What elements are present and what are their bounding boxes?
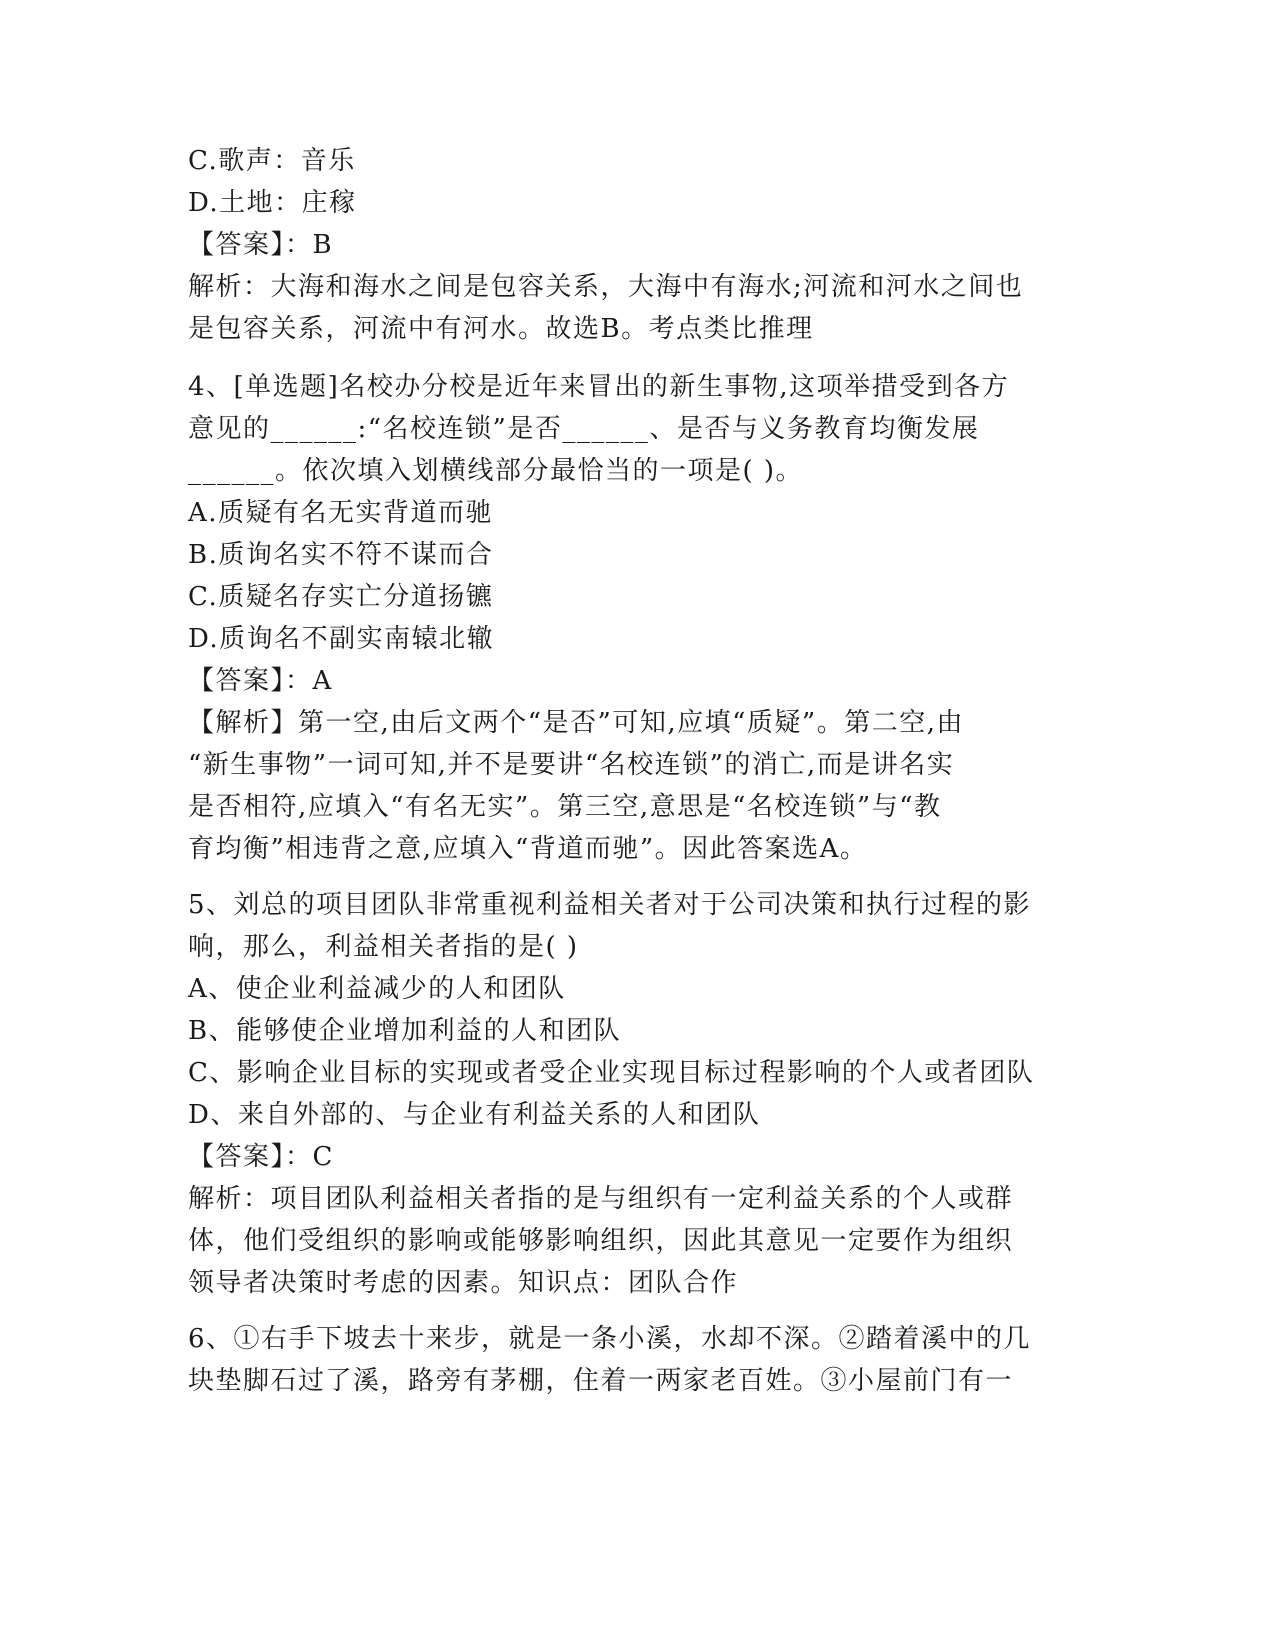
question-stem-line: 意见的______:“名校连锁”是否______、是否与义务教育均衡发展	[188, 414, 980, 444]
answer: 【答案】：B	[188, 230, 334, 260]
analysis-line: 解析：大海和海水之间是包容关系，大海中有海水;河流和河水之间也	[188, 272, 1024, 302]
answer: 【答案】：A	[188, 666, 333, 696]
analysis-line: 育均衡”相违背之意,应填入“背道而驰”。因此答案选A。	[188, 834, 868, 864]
question-5	[188, 884, 1088, 1304]
option-c: C.质疑名存实亡分道扬镳	[188, 582, 494, 612]
option-b: B、能够使企业增加利益的人和团队	[188, 1016, 622, 1046]
option-c: C.歌声：音乐	[188, 146, 356, 176]
analysis-line: 解析：项目团队利益相关者指的是与组织有一定利益关系的个人或群	[188, 1184, 1014, 1214]
question-3	[188, 140, 1088, 350]
question-6	[188, 1318, 1088, 1402]
question-stem-line: 6、①右手下坡去十来步，就是一条小溪，水却不深。②踏着溪中的几	[188, 1324, 1032, 1354]
analysis-line: 是包容关系，河流中有河水。故选B。考点类比推理	[188, 314, 814, 344]
answer: 【答案】：C	[188, 1142, 334, 1172]
question-stem-line: 5、刘总的项目团队非常重视利益相关者对于公司决策和执行过程的影	[188, 890, 1032, 920]
option-d: D、来自外部的、与企业有利益关系的人和团队	[188, 1100, 761, 1130]
analysis-line: “新生事物”一词可知,并不是要讲“名校连锁”的消亡,而是讲名实	[188, 750, 955, 780]
question-4	[188, 366, 1088, 870]
question-stem-line: 响，那么，利益相关者指的是( )	[188, 932, 579, 962]
option-c: C、影响企业目标的实现或者受企业实现目标过程影响的个人或者团队	[188, 1058, 1035, 1088]
option-d: D.土地：庄稼	[188, 188, 357, 218]
option-d: D.质询名不副实南辕北辙	[188, 624, 495, 654]
analysis-line: 是否相符,应填入“有名无实”。第三空,意思是“名校连锁”与“教	[188, 792, 942, 822]
option-a: A.质疑有名无实背道而驰	[188, 498, 494, 528]
analysis-line: 体，他们受组织的影响或能够影响组织，因此其意见一定要作为组织	[188, 1226, 1014, 1256]
analysis-line: 【解析】第一空,由后文两个“是否”可知,应填“质疑”。第二空,由	[188, 708, 964, 738]
analysis-line: 领导者决策时考虑的因素。知识点：团队合作	[188, 1268, 739, 1298]
question-stem-line: ______。依次填入划横线部分最恰当的一项是( )。	[188, 456, 804, 486]
question-stem-line: 4、[单选题]名校办分校是近年来冒出的新生事物,这项举措受到各方	[188, 372, 1010, 402]
question-stem-line: 块垫脚石过了溪，路旁有茅棚，住着一两家老百姓。③小屋前门有一	[188, 1366, 1014, 1396]
option-a: A、使企业利益减少的人和团队	[188, 974, 566, 1004]
option-b: B.质询名实不符不谋而合	[188, 540, 494, 570]
